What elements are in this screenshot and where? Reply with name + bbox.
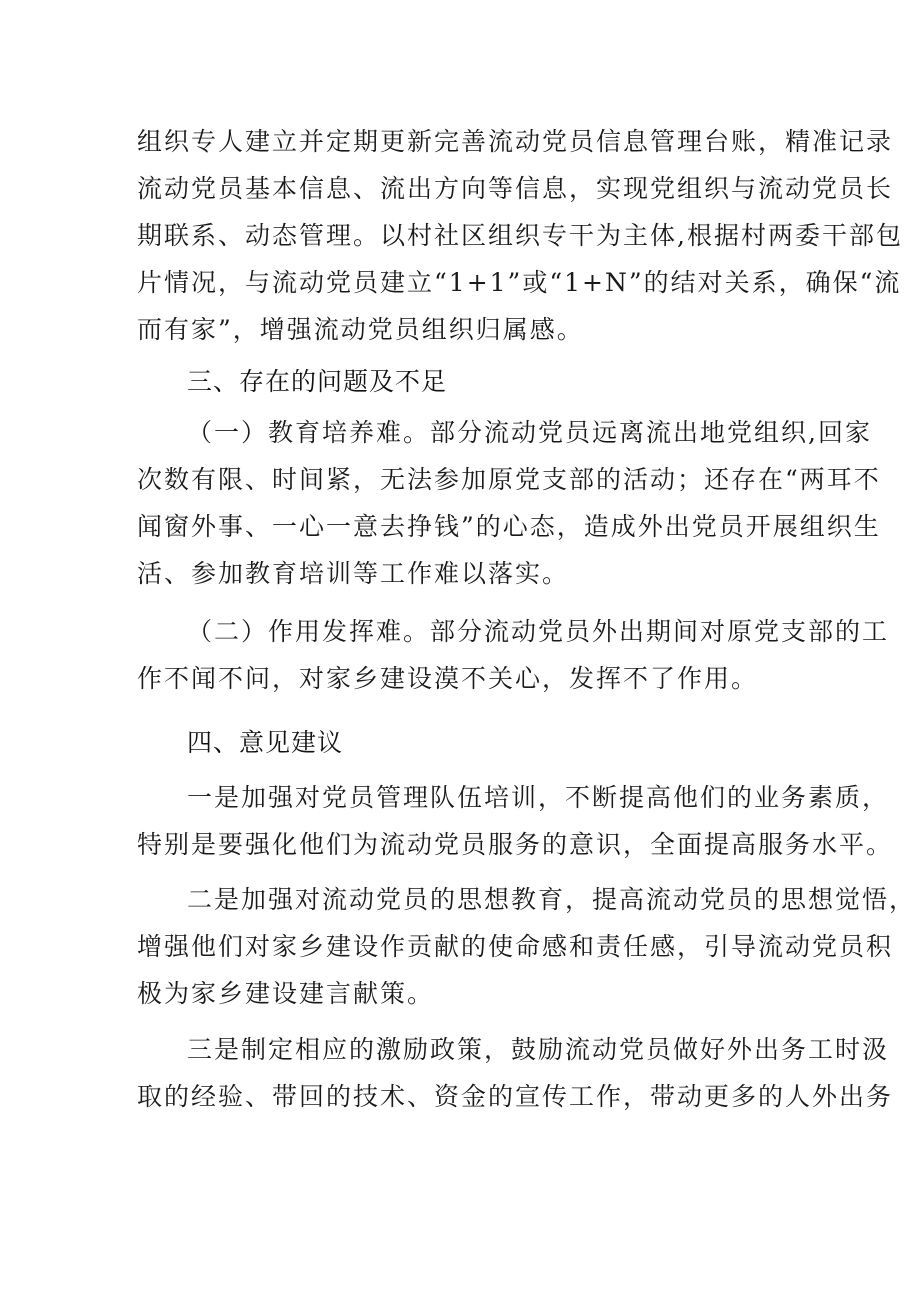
paragraph-line: 流动党员基本信息、流出方向等信息，实现党组织与流动党员长 bbox=[137, 174, 894, 203]
paragraph-line: （二）作用发挥难。部分流动党员外出期间对原党支部的工 bbox=[187, 617, 890, 646]
paragraph-line: 一是加强对党员管理队伍培训，不断提高他们的业务素质， bbox=[187, 783, 890, 812]
section-heading-4: 四、意见建议 bbox=[187, 728, 344, 757]
paragraph-line: 作不闻不问，对家乡建设漠不关心，发挥不了作用。 bbox=[137, 664, 759, 693]
paragraph-line: 组织专人建立并定期更新完善流动党员信息管理台账，精准记录 bbox=[137, 127, 894, 156]
paragraph-line: 期联系、动态管理。以村社区组织专干为主体,根据村两委干部包 bbox=[137, 221, 903, 250]
paragraph-line: （一）教育培养难。部分流动党员远离流出地党组织,回家 bbox=[187, 418, 872, 447]
paragraph-line: 二是加强对流动党员的思想教育，提高流动党员的思想觉悟， bbox=[187, 885, 917, 914]
section-heading-3: 三、存在的问题及不足 bbox=[187, 367, 448, 396]
paragraph-line: 活、参加教育培训等工作难以落实。 bbox=[137, 559, 570, 588]
paragraph-line: 增强他们对家乡建设作贡献的使命感和责任感，引导流动党员积 bbox=[137, 932, 894, 961]
paragraph-line: 次数有限、时间紧，无法参加原党支部的活动；还存在“两耳不 bbox=[137, 465, 881, 494]
paragraph-line: 极为家乡建设建言献策。 bbox=[137, 979, 435, 1008]
paragraph-line: 特别是要强化他们为流动党员服务的意识，全面提高服务水平。 bbox=[137, 830, 894, 859]
paragraph-line: 闻窗外事、一心一意去挣钱”的心态，造成外出党员开展组织生 bbox=[137, 512, 881, 541]
paragraph-line: 三是制定相应的激励政策，鼓励流动党员做好外出务工时汲 bbox=[187, 1035, 890, 1064]
paragraph-line: 而有家”，增强流动党员组织归属感。 bbox=[137, 315, 584, 344]
paragraph-line: 取的经验、带回的技术、资金的宣传工作，带动更多的人外出务 bbox=[137, 1082, 894, 1111]
paragraph-line: 片情况，与流动党员建立“1+1”或“1+N”的结对关系，确保“流 bbox=[137, 268, 902, 297]
